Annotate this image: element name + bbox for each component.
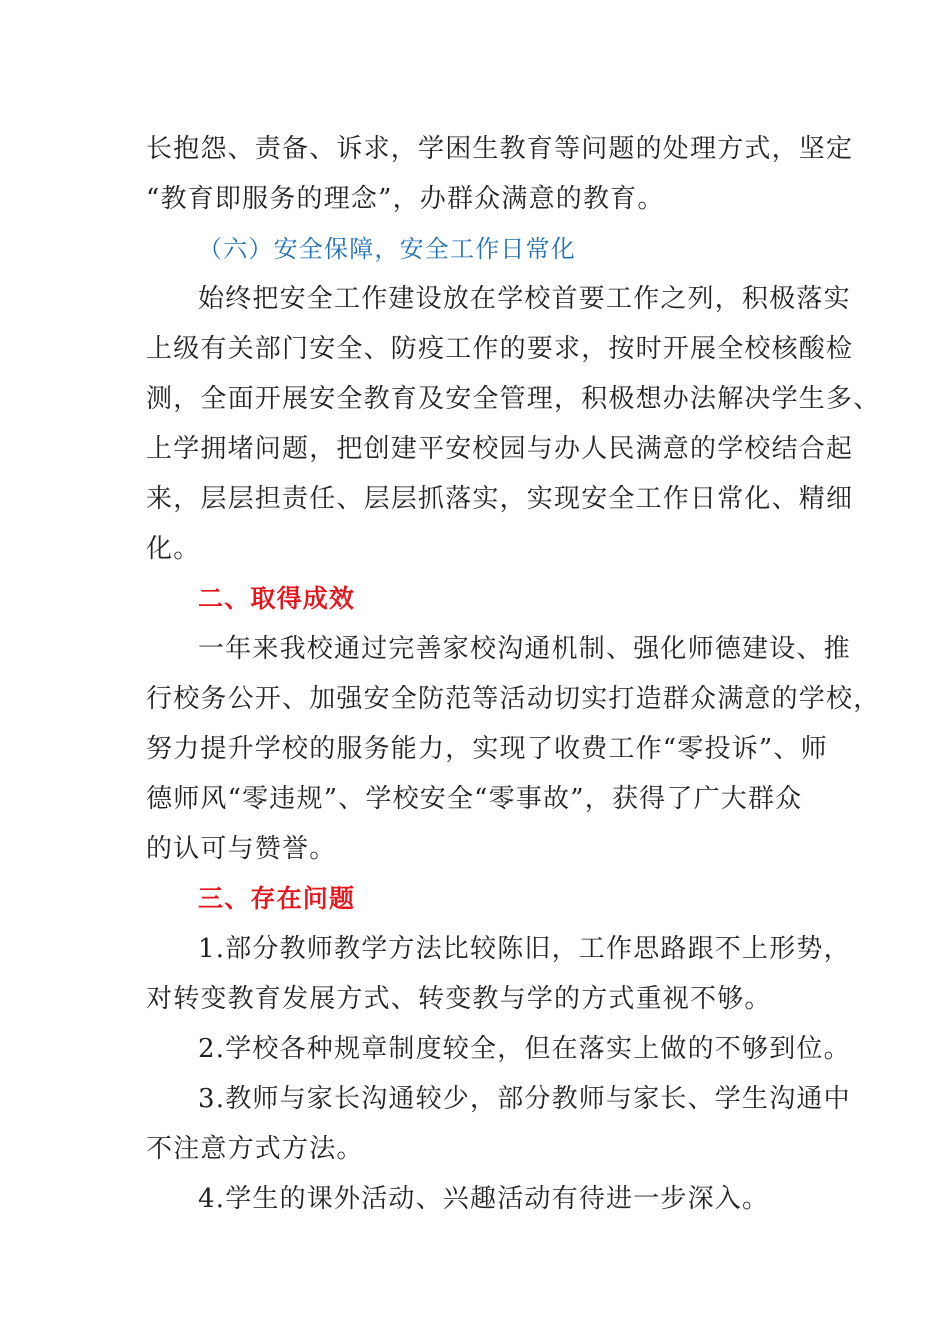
safety-line-4: 上学拥堵问题，把创建平安校园与办人民满意的学校结合起: [146, 434, 854, 464]
problem-1-line-1: 1.部分教师教学方法比较陈旧，工作思路跟不上形势，: [198, 934, 851, 964]
problem-2: 2.学校各种规章制度较全，但在落实上做的不够到位。: [198, 1034, 851, 1064]
results-line-4: 德师风“零违规”、学校安全“零事故”，获得了广大群众: [146, 784, 803, 814]
problem-3-line-1: 3.教师与家长沟通较少，部分教师与家长、学生沟通中: [198, 1084, 851, 1114]
safety-line-3: 测，全面开展安全教育及安全管理，积极想办法解决学生多、: [146, 384, 881, 414]
results-line-2: 行校务公开、加强安全防范等活动切实打造群众满意的学校，: [146, 684, 881, 714]
problem-1-line-2: 对转变教育发展方式、转变教与学的方式重视不够。: [146, 984, 772, 1014]
problem-3-line-2: 不注意方式方法。: [146, 1134, 364, 1164]
heading-results: 二、取得成效: [198, 584, 356, 613]
safety-line-6: 化。: [146, 534, 201, 564]
safety-line-5: 来，层层担责任、层层抓落实，实现安全工作日常化、精细: [146, 484, 854, 514]
intro-line-2: “教育即服务的理念”，办群众满意的教育。: [146, 184, 665, 214]
results-line-3: 努力提升学校的服务能力，实现了收费工作“零投诉”、师: [146, 734, 828, 764]
heading-problems: 三、存在问题: [198, 884, 356, 913]
document-body: [146, 124, 881, 1224]
results-line-5: 的认可与赞誉。: [146, 834, 337, 864]
section-six-title: （六）安全保障，安全工作日常化: [198, 235, 576, 263]
results-line-1: 一年来我校通过完善家校沟通机制、强化师德建设、推: [198, 634, 851, 664]
problem-4: 4.学生的课外活动、兴趣活动有待进一步深入。: [198, 1184, 770, 1214]
intro-line-1: 长抱怨、责备、诉求，学困生教育等问题的处理方式，坚定: [146, 134, 854, 164]
safety-line-1: 始终把安全工作建设放在学校首要工作之列，积极落实: [198, 284, 851, 314]
safety-line-2: 上级有关部门安全、防疫工作的要求，按时开展全校核酸检: [146, 334, 854, 364]
